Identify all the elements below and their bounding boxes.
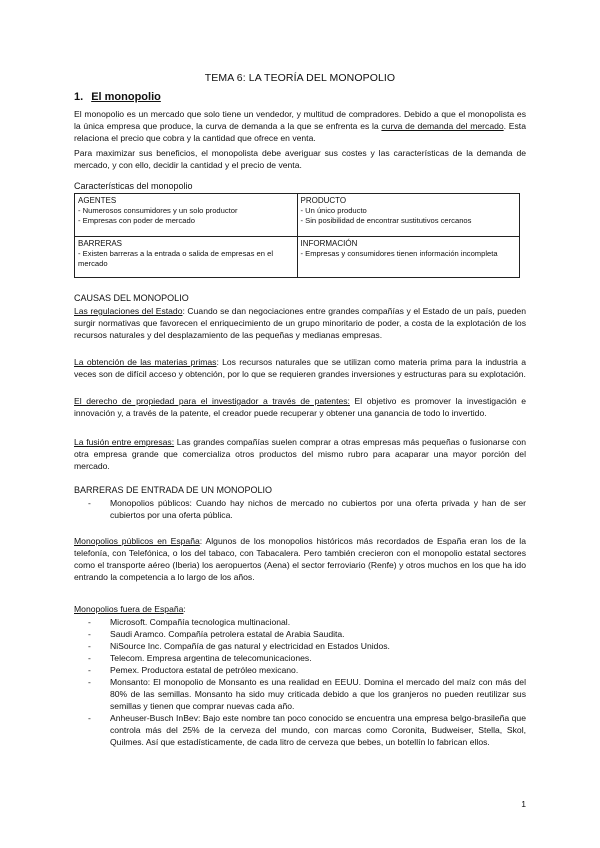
cause-text: : Los recursos naturales que se utilizan como materia prima para la industria a veces son de difícil acceso y obtención, por lo que se requieren grandes inversiones y estructuras para su explotación.: [74, 357, 526, 380]
list-item-text: Microsoft. Compañía tecnologica multinacional.: [110, 617, 291, 627]
cause-paragraph-2: [74, 356, 526, 380]
cell-item: - Empresas y consumidores tienen información incompleta: [300, 249, 498, 258]
intro-paragraph-2: Para maximizar sus beneficios, el monopolista debe averiguar sus costes y las características de la demanda de mercado, y con ello, decidir la cantidad y el precio de venta.: [74, 148, 526, 171]
list-item-text: Monsanto: El monopolio de Monsanto es una realidad en EEUU. Domina el mercado del maíz con más del 80% de las semillas. Monsanto ha sido muy criticada debido a que los granjeros no pueden reutilizar sus semillas y tienen que comprar nuevas cada año.: [110, 677, 526, 711]
list-item-text: Telecom. Empresa argentina de telecomunicaciones.: [110, 653, 312, 663]
intro-text-b: . Esta relaciona el precio que cobra y la cantidad que ofrece en venta.: [74, 121, 526, 144]
list-item: [88, 712, 526, 748]
cause-paragraph-1: [74, 305, 526, 341]
characteristics-heading: Características del monopolio: [74, 181, 193, 191]
section-heading: [74, 91, 161, 103]
cause-title: Las regulaciones del Estado: [74, 306, 183, 316]
list-item: [88, 497, 526, 521]
outside-title: Monopolios fuera de España: [74, 604, 184, 614]
section-number: 1.: [74, 91, 84, 103]
cell-item: - Numerosos consumidores y un solo productor: [78, 206, 238, 215]
cell-title: AGENTES: [78, 196, 117, 205]
list-item: [88, 676, 526, 712]
intro-underlined-term: curva de demanda del mercado: [381, 121, 504, 132]
cause-title: La fusión entre empresas:: [74, 437, 175, 447]
list-item-text: Anheuser-Busch InBev: Bajo este nombre tan poco conocido se encuentra una empresa belgo-brasileña que controla más del 25% de la cerveza del mundo, con marcas como Coronita, Budweiser, Stella, Skol, Quilmes. Así que estadísticamente, de cada litro de cerveza que bebes, un botellín lo fabrican ellos.: [110, 713, 526, 747]
dash-bullet: -: [88, 677, 91, 687]
cause-title: La obtención de las materias primas: [74, 357, 217, 367]
cause-title: El derecho de propiedad para el investigador a través de patentes:: [74, 396, 350, 406]
causes-heading: CAUSAS DEL MONOPOLIO: [74, 293, 189, 303]
barriers-heading: BARRERAS DE ENTRADA DE UN MONOPOLIO: [74, 485, 273, 495]
outside-colon: :: [183, 604, 186, 614]
list-item: [88, 664, 526, 676]
spain-paragraph: [74, 535, 526, 583]
cause-text: Las grandes compañías suelen comprar a otras empresas más pequeñas o fusionarse con otra empresa grande que comercializa otros productos del mismo rubro para acaparar una mayor porción del mercado.: [74, 437, 526, 472]
cell-item: - Empresas con poder de mercado: [78, 216, 195, 225]
list-item: [88, 628, 526, 640]
cause-text: El objetivo es promover la investigación e innovación y, a través de la patente, el creador puede recuperar y obtener una ganancia de todo lo invertido.: [74, 396, 527, 419]
spain-title: Monopolios públicos en España: [74, 536, 200, 546]
cell-item: - Existen barreras a la entrada o salida de empresas en el mercado: [78, 249, 274, 268]
cell-informacion: [297, 237, 520, 278]
list-item-text: Pemex. Productora estatal de petróleo mexicano.: [110, 665, 299, 675]
cell-item: - Un único producto: [300, 206, 367, 215]
cell-item: - Sin posibilidad de encontrar sustitutivos cercanos: [300, 216, 472, 225]
cause-text: : Cuando se dan negociaciones entre grandes compañías y el Estado de un país, pueden surgir normativas que favorecen el enriquecimiento de un grupo minoritario de poder, a costa de la explotación de los recursos naturales y del desplazamiento de las pequeñas y medianas empresas.: [74, 306, 526, 341]
cell-barreras: [75, 237, 298, 278]
intro-text-a: El monopolio es un mercado que solo tiene un vendedor, y multitud de compradores. Debido a que el monopolista es la única empresa que produce, la curva de demanda a la que se enfrenta es la: [74, 109, 526, 132]
dash-bullet: -: [88, 641, 91, 651]
list-item: [88, 616, 526, 628]
section-title: El monopolio: [91, 91, 161, 103]
list-item: [88, 640, 526, 652]
characteristics-table: [74, 193, 520, 278]
page-number: 1: [521, 799, 526, 809]
list-item-text: Saudi Aramco. Compañía petrolera estatal de Arabia Saudita.: [110, 629, 345, 639]
dash-bullet: -: [88, 653, 91, 663]
dash-bullet: -: [88, 665, 91, 675]
cell-title: BARRERAS: [78, 239, 123, 248]
outside-list: [88, 616, 526, 748]
list-item: [88, 652, 526, 664]
dash-bullet: -: [88, 498, 91, 508]
cell-title: PRODUCTO: [300, 196, 347, 205]
cell-title: INFORMACIÓN: [300, 239, 358, 248]
list-item-text: NiSource Inc. Compañía de gas natural y electricidad en Estados Unidos.: [110, 641, 390, 651]
cell-producto: [297, 194, 520, 237]
cell-agentes: [75, 194, 298, 237]
dash-bullet: -: [88, 629, 91, 639]
barriers-list: [88, 497, 526, 521]
dash-bullet: -: [88, 617, 91, 627]
page-title: TEMA 6: LA TEORÍA DEL MONOPOLIO: [204, 72, 396, 84]
intro-paragraph-1: [74, 108, 526, 144]
dash-bullet: -: [88, 713, 91, 723]
list-item-text: Monopolios públicos: Cuando hay nichos de mercado no cubiertos por una oferta privada y han de ser cubiertos por una oferta pública.: [110, 498, 526, 520]
cause-paragraph-3: [74, 395, 526, 419]
cause-paragraph-4: [74, 436, 526, 472]
spain-text: : Algunos de los monopolios históricos más recordados de España eran los de la telefonía, con Telefónica, o los del tabaco, con Tabacalera. Pero también crecieron con el monopolio estatal sectores como el transporte aéreo (Iberia) los aeropuertos (Aena) el sector ferroviario (Renfe) y otros muchos en los que ha ido entrando la competencia a lo largo de los años.: [74, 536, 526, 583]
outside-heading: [74, 603, 526, 615]
